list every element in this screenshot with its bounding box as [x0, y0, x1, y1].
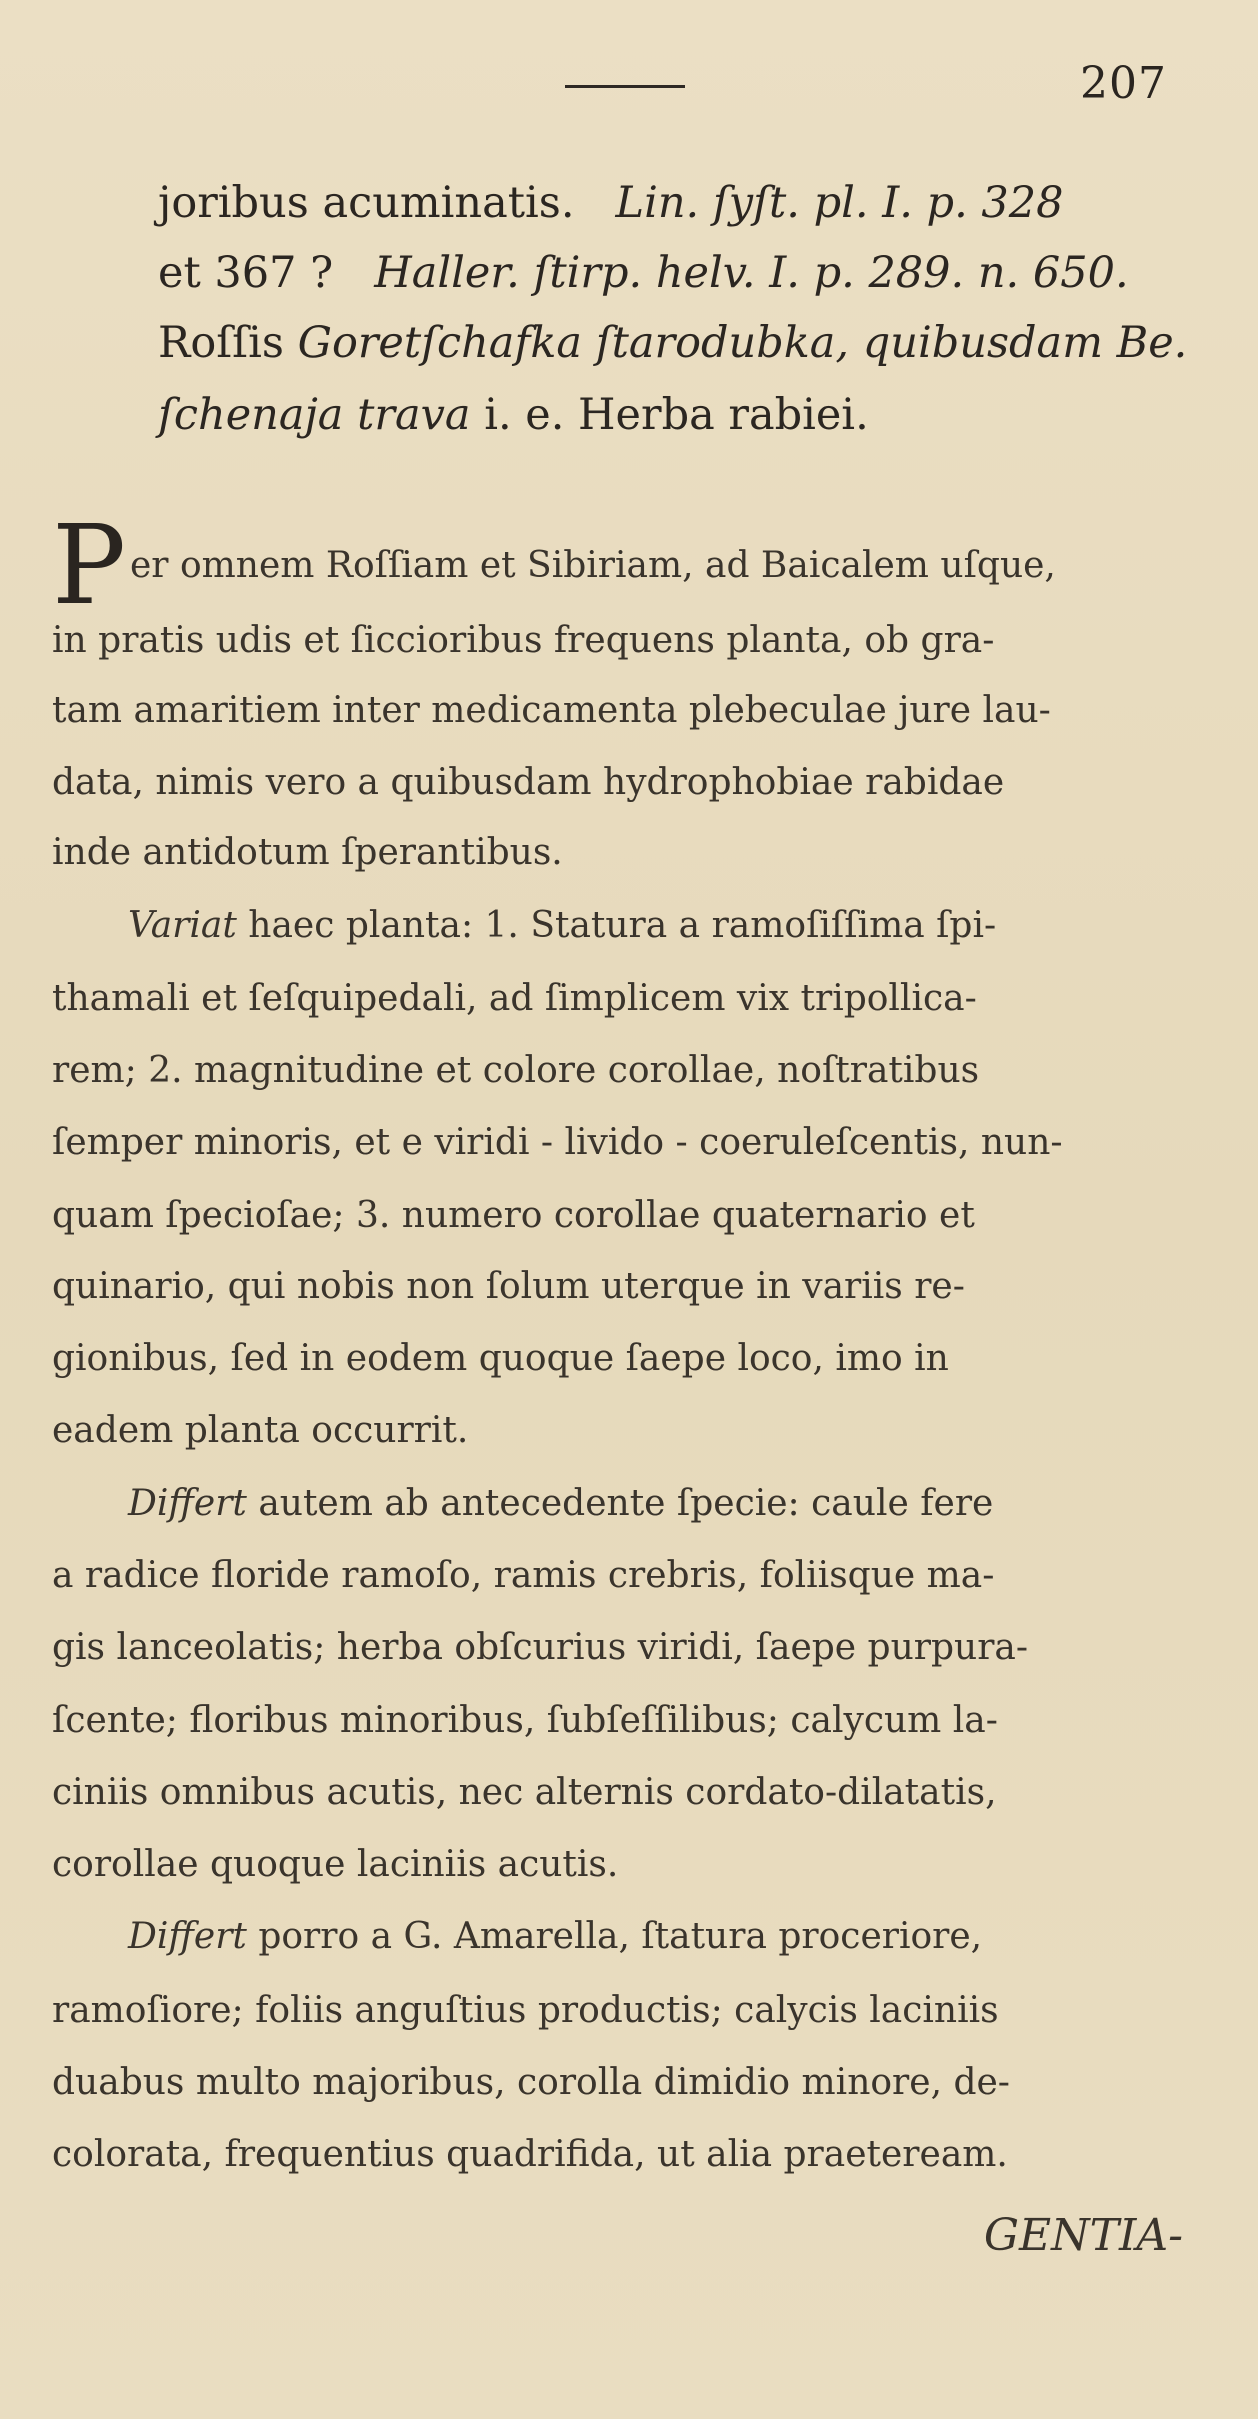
body-line: duabus multo majoribus, corolla dimidio minore, de-: [52, 2062, 1010, 2103]
emph-word: Differt: [128, 1916, 247, 1957]
body-line: tam amaritiem inter medicamenta plebeculae jure lau-: [52, 690, 1051, 731]
catchword: GENTIA-: [983, 2210, 1183, 2261]
body-line: quinario, qui nobis non ſolum uterque in variis re-: [52, 1266, 965, 1307]
body-line: colorata, frequentius quadrifida, ut alia praeteream.: [52, 2134, 1008, 2175]
drop-cap: P: [52, 501, 127, 629]
body-line: eadem planta occurrit.: [52, 1410, 469, 1451]
body-line: corollae quoque laciniis acutis.: [52, 1844, 619, 1885]
body-line: inde antidotum ſperantibus.: [52, 832, 563, 873]
header-line-3: Roſſis Goretſchafka ſtarodubka, quibusdam Be.: [158, 318, 1188, 368]
body-line: gionibus, ſed in eodem quoque ſaepe loco, imo in: [52, 1338, 949, 1379]
body-line-variat: Variat haec planta: 1. Statura a ramoſiſſima ſpi-: [128, 905, 997, 946]
body-line: rem; 2. magnitudine et colore corollae, noſtratibus: [52, 1050, 980, 1091]
header-line-1: joribus acuminatis. Lin. ſyſt. pl. I. p. 328: [158, 178, 1064, 228]
body-line: quam ſpecioſae; 3. numero corollae quaternario et: [52, 1195, 975, 1236]
page-number: 207: [1080, 58, 1167, 109]
emph-word: Differt: [128, 1483, 247, 1524]
body-line: ciniis omnibus acutis, nec alternis cordato-dilatatis,: [52, 1772, 997, 1813]
body-line: er omnem Roſſiam et Sibiriam, ad Baicalem uſque,: [130, 545, 1056, 586]
body-line: ſemper minoris, et e viridi - livido - coeruleſcentis, nun-: [52, 1122, 1063, 1163]
body-line: in pratis udis et ſiccioribus frequens planta, ob gra-: [52, 620, 995, 661]
body-line: ramoſiore; foliis anguſtius productis; calycis laciniis: [52, 1990, 999, 2031]
emph-word: Variat: [128, 905, 237, 946]
body-line: data, nimis vero a quibusdam hydrophobiae rabidae: [52, 762, 1005, 803]
header-line-2: et 367 ? Haller. ſtirp. helv. I. p. 289. n. 650.: [158, 248, 1129, 298]
body-line: ſcente; floribus minoribus, ſubſeſſilibus; calycum la-: [52, 1700, 998, 1741]
header-rule: [565, 85, 685, 88]
body-line: gis lanceolatis; herba obſcurius viridi, ſaepe purpura-: [52, 1627, 1029, 1668]
body-line-differt-2: Differt porro a G. Amarella, ſtatura proceriore,: [128, 1916, 983, 1957]
header-line-4: ſchenaja trava i. e. Herba rabiei.: [158, 390, 869, 440]
body-line-differt-1: Differt autem ab antecedente ſpecie: caule fere: [128, 1483, 994, 1524]
body-line: a radice floride ramoſo, ramis crebris, foliisque ma-: [52, 1555, 995, 1596]
body-line: thamali et ſeſquipedali, ad ſimplicem vix tripollica-: [52, 978, 977, 1019]
